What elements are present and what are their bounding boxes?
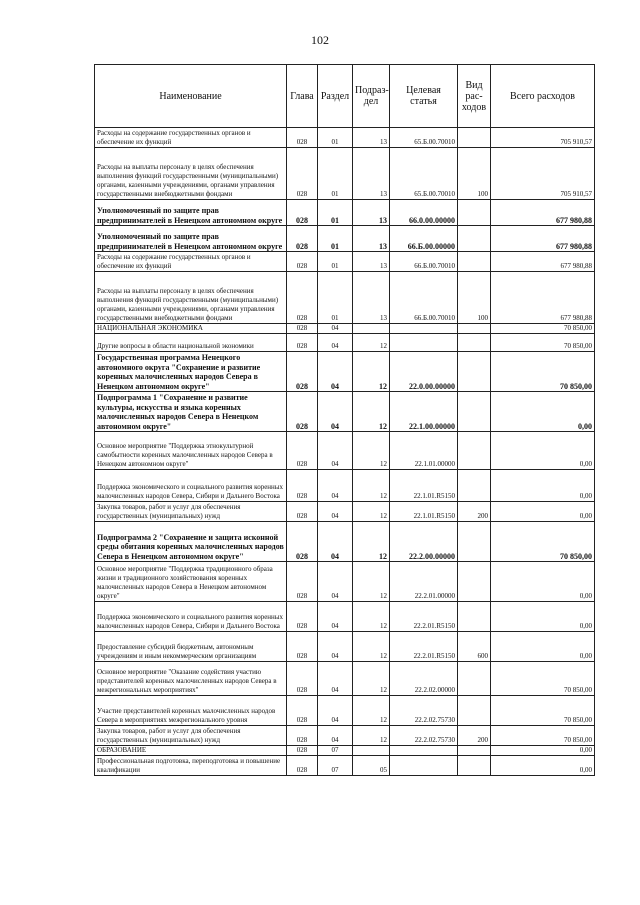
table-row: [95, 602, 595, 632]
row-name: Закупка товаров, работ и услуг для обеспечения государственных (муниципальных) нужд: [95, 726, 287, 746]
row-subsection: 13: [353, 128, 390, 148]
row-name: Подпрограмма 1 "Сохранение и развитие культуры, искусства и языка коренных малочисленных народов Севера в Ненецком автономном округе": [95, 392, 287, 432]
row-target: 22.2.01.00000: [390, 562, 458, 602]
table-row: [95, 502, 595, 522]
row-chapter: 028: [287, 128, 318, 148]
row-target: 22.2.02.75730: [390, 726, 458, 746]
row-name: Расходы на содержание государственных органов и обеспечение их функций: [95, 252, 287, 272]
col-header-target: Целевая статья: [390, 65, 458, 128]
row-name: Подпрограмма 2 "Сохранение и защита исконной среды обитания коренных малочисленных народов Севера в Ненецком автономном округе": [95, 522, 287, 562]
row-expense-type: 200: [458, 726, 491, 746]
row-total: 0,00: [491, 602, 595, 632]
row-total: 0,00: [491, 432, 595, 470]
row-total: 0,00: [491, 756, 595, 776]
row-expense-type: 100: [458, 148, 491, 200]
col-header-section: Раздел: [318, 65, 353, 128]
row-target: 66.0.00.00000: [390, 200, 458, 226]
row-target: 65.Б.00.70010: [390, 128, 458, 148]
row-chapter: 028: [287, 502, 318, 522]
row-section: 04: [318, 392, 353, 432]
row-chapter: 028: [287, 756, 318, 776]
row-subsection: 13: [353, 148, 390, 200]
row-name: Закупка товаров, работ и услуг для обеспечения государственных (муниципальных) нужд: [95, 502, 287, 522]
row-section: 01: [318, 200, 353, 226]
row-subsection: 12: [353, 432, 390, 470]
row-section: 07: [318, 756, 353, 776]
row-chapter: 028: [287, 272, 318, 324]
row-total: 677 980,88: [491, 252, 595, 272]
row-name: Уполномоченный по защите прав предпринимателей в Ненецком автономном округе: [95, 226, 287, 252]
row-target: [390, 746, 458, 756]
table-row: [95, 252, 595, 272]
row-name: Поддержка экономического и социального развития коренных малочисленных народов Севера, Сибири и Дальнего Востока: [95, 470, 287, 502]
row-expense-type: 100: [458, 272, 491, 324]
row-target: 22.1.00.00000: [390, 392, 458, 432]
row-total: 677 980,88: [491, 272, 595, 324]
row-name: Участие представителей коренных малочисленных народов Севера в мероприятиях межрегионального уровня: [95, 696, 287, 726]
row-expense-type: 600: [458, 632, 491, 662]
row-chapter: 028: [287, 522, 318, 562]
row-target: 22.0.00.00000: [390, 352, 458, 392]
row-section: 04: [318, 522, 353, 562]
row-name: ОБРАЗОВАНИЕ: [95, 746, 287, 756]
row-section: 04: [318, 726, 353, 746]
row-subsection: 12: [353, 392, 390, 432]
row-chapter: 028: [287, 226, 318, 252]
row-expense-type: [458, 352, 491, 392]
row-expense-type: [458, 746, 491, 756]
row-name: Расходы на содержание государственных органов и обеспечение их функций: [95, 128, 287, 148]
row-target: [390, 334, 458, 352]
table-row: [95, 756, 595, 776]
table-row: [95, 562, 595, 602]
row-total: 0,00: [491, 470, 595, 502]
row-subsection: 12: [353, 696, 390, 726]
row-expense-type: [458, 226, 491, 252]
row-name: Расходы на выплаты персоналу в целях обеспечения выполнения функций государственными (муниципальными) органами, казенными учреждениями, органами управления государственными внебюджетными фондами: [95, 272, 287, 324]
col-header-name: Наименование: [95, 65, 287, 128]
row-expense-type: [458, 522, 491, 562]
row-target: 66.Б.00.00000: [390, 226, 458, 252]
row-chapter: 028: [287, 470, 318, 502]
row-expense-type: [458, 334, 491, 352]
table-row: [95, 148, 595, 200]
row-total: 0,00: [491, 746, 595, 756]
row-expense-type: [458, 756, 491, 776]
row-total: 70 850,00: [491, 696, 595, 726]
row-total: 0,00: [491, 562, 595, 602]
col-header-total: Всего расходов: [491, 65, 595, 128]
table-row: [95, 334, 595, 352]
row-name: Основное мероприятие "Оказание содействия участию представителей коренных малочисленных народов Севера в межрегиональных мероприятиях": [95, 662, 287, 696]
row-target: 22.2.01.R5150: [390, 602, 458, 632]
budget-table: [94, 64, 595, 776]
table-row: [95, 696, 595, 726]
table-row: [95, 352, 595, 392]
row-expense-type: [458, 470, 491, 502]
row-chapter: 028: [287, 352, 318, 392]
row-target: 66.Б.00.70010: [390, 252, 458, 272]
row-target: 22.1.01.R5150: [390, 502, 458, 522]
row-section: 04: [318, 432, 353, 470]
page-number: 102: [311, 33, 329, 47]
row-total: 70 850,00: [491, 324, 595, 334]
row-target: 22.2.00.00000: [390, 522, 458, 562]
col-header-expense-type: Вид рас-ходов: [458, 65, 491, 128]
row-section: 04: [318, 662, 353, 696]
row-subsection: 13: [353, 252, 390, 272]
row-chapter: 028: [287, 746, 318, 756]
row-subsection: [353, 324, 390, 334]
row-section: 04: [318, 632, 353, 662]
table-row: [95, 662, 595, 696]
table-row: [95, 272, 595, 324]
row-chapter: 028: [287, 696, 318, 726]
row-section: 04: [318, 696, 353, 726]
row-name: Уполномоченный по защите прав предпринимателей в Ненецком автономном округе: [95, 200, 287, 226]
row-chapter: 028: [287, 334, 318, 352]
row-chapter: 028: [287, 726, 318, 746]
row-section: 04: [318, 324, 353, 334]
row-target: [390, 324, 458, 334]
row-section: 01: [318, 148, 353, 200]
row-name: НАЦИОНАЛЬНАЯ ЭКОНОМИКА: [95, 324, 287, 334]
row-subsection: 13: [353, 200, 390, 226]
row-target: 22.2.01.R5150: [390, 632, 458, 662]
row-total: 70 850,00: [491, 726, 595, 746]
row-subsection: 12: [353, 562, 390, 602]
row-section: 04: [318, 334, 353, 352]
row-chapter: 028: [287, 252, 318, 272]
row-expense-type: [458, 696, 491, 726]
row-chapter: 028: [287, 324, 318, 334]
row-total: 70 850,00: [491, 662, 595, 696]
row-expense-type: [458, 562, 491, 602]
col-header-subsection: Подраз-дел: [353, 65, 390, 128]
col-header-chapter: Глава: [287, 65, 318, 128]
row-expense-type: [458, 662, 491, 696]
table-row: [95, 392, 595, 432]
row-target: [390, 756, 458, 776]
row-subsection: 12: [353, 502, 390, 522]
table-row: [95, 746, 595, 756]
row-chapter: 028: [287, 662, 318, 696]
row-section: 01: [318, 272, 353, 324]
row-expense-type: [458, 602, 491, 632]
row-subsection: 12: [353, 334, 390, 352]
row-subsection: 12: [353, 726, 390, 746]
row-total: 705 910,57: [491, 148, 595, 200]
row-expense-type: [458, 200, 491, 226]
row-subsection: 12: [353, 352, 390, 392]
row-chapter: 028: [287, 200, 318, 226]
row-subsection: 12: [353, 602, 390, 632]
row-total: 705 910,57: [491, 128, 595, 148]
row-target: 65.Б.00.70010: [390, 148, 458, 200]
row-name: Предоставление субсидий бюджетным, автономным учреждениям и иным некоммерческим организациям: [95, 632, 287, 662]
table-row: [95, 226, 595, 252]
row-subsection: 13: [353, 226, 390, 252]
row-subsection: 12: [353, 662, 390, 696]
row-name: Другие вопросы в области национальной экономики: [95, 334, 287, 352]
row-total: 0,00: [491, 632, 595, 662]
row-total: 677 980,88: [491, 226, 595, 252]
row-target: 22.1.01.00000: [390, 432, 458, 470]
row-section: 01: [318, 226, 353, 252]
table-row: [95, 324, 595, 334]
table-row: [95, 470, 595, 502]
table-row: [95, 128, 595, 148]
row-subsection: 13: [353, 272, 390, 324]
row-chapter: 028: [287, 562, 318, 602]
table-row: [95, 632, 595, 662]
row-section: 04: [318, 352, 353, 392]
row-expense-type: 200: [458, 502, 491, 522]
row-expense-type: [458, 252, 491, 272]
row-name: Основное мероприятие "Поддержка традиционного образа жизни и традиционного хозяйствования коренных малочисленных народов Севера в Ненецком автономном округе": [95, 562, 287, 602]
row-section: 04: [318, 602, 353, 632]
row-name: Профессиональная подготовка, переподготовка и повышение квалификации: [95, 756, 287, 776]
row-subsection: 05: [353, 756, 390, 776]
row-section: 04: [318, 470, 353, 502]
table-row: [95, 432, 595, 470]
row-total: 677 980,88: [491, 200, 595, 226]
row-name: Поддержка экономического и социального развития коренных малочисленных народов Севера, Сибири и Дальнего Востока: [95, 602, 287, 632]
table-row: [95, 726, 595, 746]
row-name: Расходы на выплаты персоналу в целях обеспечения выполнения функций государственными (муниципальными) органами, казенными учреждениями, органами управления государственными внебюджетными фондами: [95, 148, 287, 200]
row-chapter: 028: [287, 148, 318, 200]
table-row: [95, 522, 595, 562]
row-name: Основное мероприятие "Поддержка этнокультурной самобытности коренных малочисленных народов Севера в Ненецком автономном округе": [95, 432, 287, 470]
row-expense-type: [458, 324, 491, 334]
header-row: [95, 65, 595, 128]
row-expense-type: [458, 128, 491, 148]
row-total: 0,00: [491, 502, 595, 522]
row-name: Государственная программа Ненецкого автономного округа "Сохранение и развитие коренных малочисленных народов Севера в Ненецком автономном округе": [95, 352, 287, 392]
row-chapter: 028: [287, 602, 318, 632]
row-total: 70 850,00: [491, 352, 595, 392]
row-chapter: 028: [287, 632, 318, 662]
row-subsection: 12: [353, 522, 390, 562]
row-section: 04: [318, 502, 353, 522]
table-row: [95, 200, 595, 226]
row-target: 22.2.02.75730: [390, 696, 458, 726]
row-subsection: 12: [353, 470, 390, 502]
row-target: 66.Б.00.70010: [390, 272, 458, 324]
row-expense-type: [458, 392, 491, 432]
row-target: 22.2.02.00000: [390, 662, 458, 696]
row-expense-type: [458, 432, 491, 470]
row-total: 0,00: [491, 392, 595, 432]
row-section: 07: [318, 746, 353, 756]
row-chapter: 028: [287, 432, 318, 470]
row-total: 70 850,00: [491, 334, 595, 352]
row-section: 01: [318, 252, 353, 272]
row-subsection: 12: [353, 632, 390, 662]
row-subsection: [353, 746, 390, 756]
row-total: 70 850,00: [491, 522, 595, 562]
row-chapter: 028: [287, 392, 318, 432]
row-section: 04: [318, 562, 353, 602]
row-section: 01: [318, 128, 353, 148]
row-target: 22.1.01.R5150: [390, 470, 458, 502]
